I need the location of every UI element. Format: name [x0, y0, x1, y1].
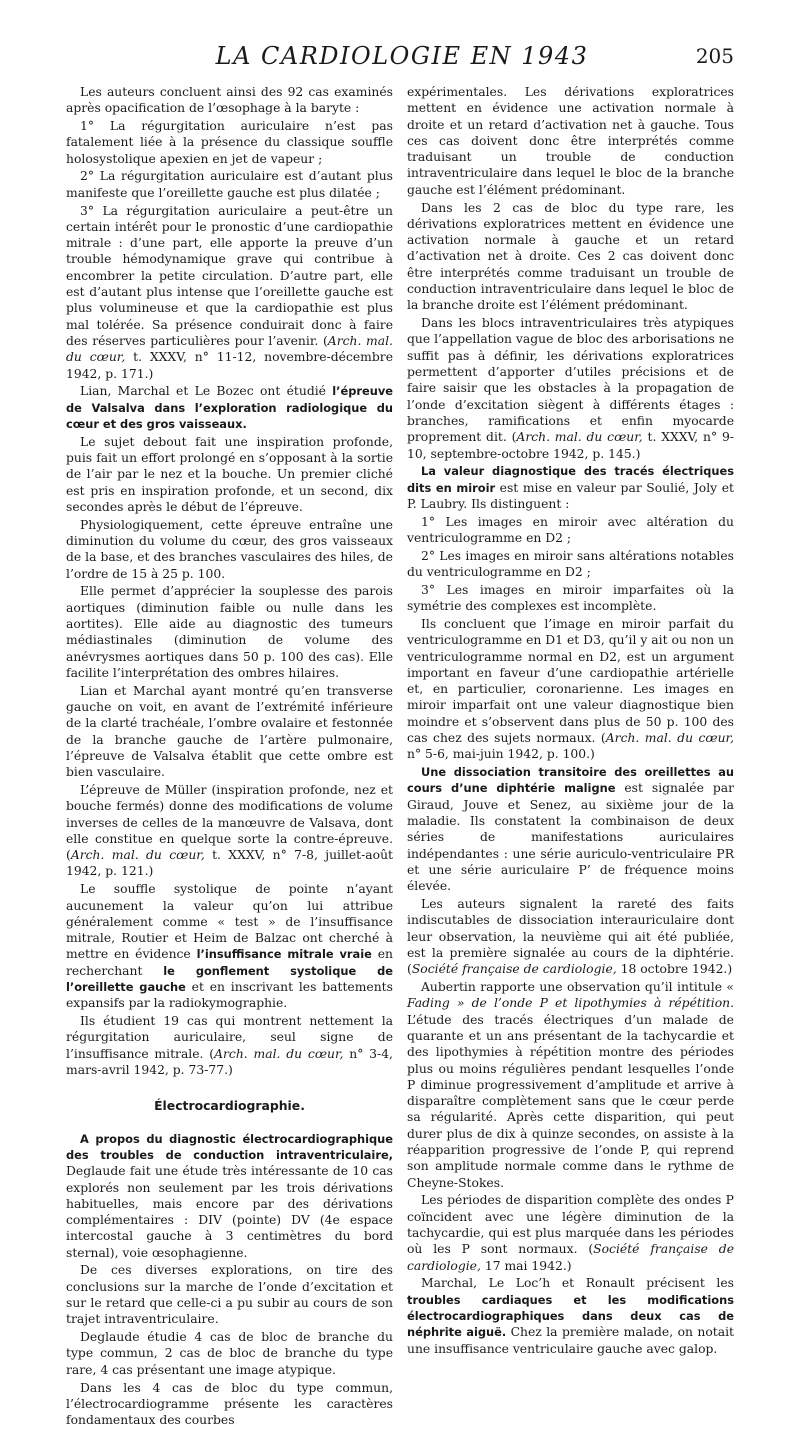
journal-reference: Arch. mal. du cœur,	[66, 333, 393, 365]
running-title: LA CARDIOLOGIE EN 1943	[215, 42, 589, 70]
page-header	[70, 40, 734, 74]
paragraph: Deglaude étudie 4 cas de bloc de branche du type commun, 2 cas de bloc de branche du type rare, 4 cas présentant une image atypique.	[66, 1330, 393, 1377]
bold-topic: l’épreuve de Valsalva dans l’exploration radiologique du cœur et des gros vaisseaux.	[66, 384, 393, 431]
paragraph: Aubertin rapporte une observation qu’il intitule « Fading » de l’onde P et lipothymies à répétition. L’étude des tracés électriques d’un malade de quarante et un ans présentant de la tachycardie et des lipothymies à répétition montre des périodes plus ou moins régulières pendant lesquelles l’onde P diminue progressivement d’amplitude et arrive à disparaître complètement sans que le cœur perde sa régularité. Après cette disparition, qui peut durer plus de dix à quinze secondes, on assiste à la réapparition progressive de l’onde P, qui reprend son amplitude normale comme dans le rythme de Cheyne-Stokes.	[407, 980, 734, 1190]
paragraph: 1° La régurgitation auriculaire n’est pas fatalement liée à la présence du classique souffle holosystolique apexien en jet de vapeur ;	[66, 119, 393, 166]
paragraph: A propos du diagnostic électrocardiographique des troubles de conduction intraventriculaire, Deglaude fait une étude très intéressante de 10 cas explorés non seulement par les trois dérivations habituelles, mais encore par des dérivations complémentaires : DIV (pointe) DV (4e espace intercostal gauche à 3 centimètres du bord sternal), voie œsophagienne.	[66, 1131, 393, 1260]
bold-topic: A propos du diagnostic électrocardiographique des troubles de conduction intraventriculaire,	[66, 1131, 393, 1162]
paragraph: L’épreuve de Müller (inspiration profonde, nez et bouche fermés) donne des modifications de volume inverses de celles de la manœuvre de Valsava, dont elle constitue en quelque sorte la contre-épreuve. (Arch. mal. du cœur, t. XXXV, n° 7-8, juillet-août 1942, p. 121.)	[66, 782, 393, 879]
paragraph: Ils concluent que l’image en miroir parfait du ventriculogramme en D1 et D3, qu’il y ait ou non un ventriculogramme normal en D2, est un argument important en faveur d’une cardiopathie artérielle et, en particulier, coronarienne. Les images en miroir imparfait ont une valeur diagnostique bien moindre et s’observent dans plus de 50 p. 100 des cas chez des sujets normaux. (Arch. mal. du cœur, n° 5-6, mai-juin 1942, p. 100.)	[407, 617, 734, 762]
paragraph: La valeur diagnostique des tracés électriques dits en miroir est mise en valeur par Soulié, Joly et P. Laubry. Ils distinguent :	[407, 464, 734, 511]
paragraph: Elle permet d’apprécier la souplesse des parois aortiques (diminution faible ou nulle dans les aortites). Elle aide au diagnostic des tumeurs médiastinales (diminution de volume des anévrysmes aortiques dans 50 p. 100 des cas). Elle facilite l’interprétation des ombres hilaires.	[66, 584, 393, 680]
left-column	[66, 84, 393, 1430]
bold-topic: troubles cardiaques et les modifications électrocardiographiques dans deux cas de néphrite aiguë.	[407, 1292, 734, 1340]
journal-reference: Arch. mal. du cœur,	[516, 430, 643, 445]
paragraph: Dans les 2 cas de bloc du type rare, les dérivations exploratrices mettent en évidence une activation normale à gauche et un retard d’activation net à droite. Ces 2 cas doivent donc être interprétés comme traduisant un trouble de conduction intraventriculaire dans lequel le bloc de la branche droite est l’élément prédominant.	[407, 200, 734, 313]
paragraph: expérimentales. Les dérivations exploratrices mettent en évidence une activation normale à droite et un retard d’activation net à gauche. Tous ces cas doivent donc être interprétés comme traduisant un trouble de conduction intraventriculaire dans lequel le bloc de la branche gauche est l’élément prédominant.	[407, 85, 734, 197]
bold-topic: Une dissociation transitoire des oreillettes au cours d’une diphtérie maligne	[407, 765, 734, 796]
journal-reference: Arch. mal. du cœur,	[70, 848, 205, 863]
paragraph: Dans les blocs intraventriculaires très atypiques que l’appellation vague de bloc des arborisations ne suffit pas à définir, les dérivations exploratrices permettent d’apporter d’utiles précisions et de faire saisir que les obstacles à la propagation de l’onde d’excitation siègent à différents étages : branches, ramifications et enfin myocarde proprement dit. (Arch. mal. du cœur, t. XXXV, n° 9-10, septembre-octobre 1942, p. 145.)	[407, 316, 734, 461]
journal-reference: Société française de cardiologie,	[411, 962, 617, 977]
bold-topic: La valeur diagnostique des tracés électriques dits en miroir	[407, 464, 734, 495]
paragraph: Dans les 4 cas de bloc du type commun, l’électrocardiogramme présente les caractères fondamentaux des courbes	[66, 1380, 393, 1428]
right-column	[407, 84, 734, 1358]
paragraph: Les périodes de disparition complète des ondes P coïncident avec une légère diminution de la tachycardie, qui est plus marquée dans les périodes où les P sont normaux. (Société française de cardiologie, 17 mai 1942.)	[407, 1193, 734, 1273]
journal-reference: Société française de cardiologie,	[407, 1242, 734, 1273]
paragraph: 2° Les images en miroir sans altérations notables du ventriculogramme en D2 ;	[407, 548, 734, 580]
paragraph: 2° La régurgitation auriculaire est d’autant plus manifeste que l’oreillette gauche est plus dilatée ;	[66, 169, 393, 200]
paragraph: Marchal, Le Loc’h et Ronault précisent les troubles cardiaques et les modifications électrocardiographiques dans deux cas de néphrite aiguë. Chez la première malade, on notait une insuffisance ventriculaire gauche avec galop.	[407, 1276, 734, 1356]
paragraph: Ils étudient 19 cas qui montrent nettement la régurgitation auriculaire, seul signe de l’insuffisance mitrale. (Arch. mal. du cœur, n° 3-4, mars-avril 1942, p. 73-77.)	[66, 1014, 393, 1078]
paragraph: Une dissociation transitoire des oreillettes au cours d’une diphtérie maligne est signalée par Giraud, Jouve et Senez, au sixième jour de la maladie. Ils constatent la combinaison de deux séries de manifestations auriculaires indépendantes : une série auriculo-ventriculaire PR et une série auriculaire P’ de fréquence moins élevée.	[407, 765, 734, 894]
journal-reference: Arch. mal. du cœur,	[605, 731, 734, 746]
paragraph: Les auteurs signalent la rareté des faits indiscutables de dissociation interauriculaire dont leur observation, la neuvième qui ait été publiée, est la première signalée au cours de la diphtérie. (Société française de cardiologie, 18 octobre 1942.)	[407, 897, 734, 977]
paragraph: 3° Les images en miroir imparfaites où la symétrie des complexes est incomplète.	[407, 582, 734, 614]
bold-topic: l’insuffisance mitrale vraie	[196, 947, 372, 962]
page-number: 205	[695, 44, 734, 68]
paragraph: 1° Les images en miroir avec altération du ventriculogramme en D2 ;	[407, 514, 734, 546]
paragraph: Lian et Marchal ayant montré qu’en transverse gauche on voit, en avant de l’extrémité inférieure de la clarté trachéale, l’ombre ovalaire et festonnée de la branche gauche de l’artère pulmonaire, l’épreuve de Valsalva établit que cette ombre est bien vasculaire.	[66, 683, 393, 780]
paragraph: Lian, Marchal et Le Bozec ont étudié l’épreuve de Valsalva dans l’exploration radiologique du cœur et des gros vaisseaux.	[66, 384, 393, 431]
italic-title: Fading » de l’onde P et lipothymies à répétition.	[407, 996, 734, 1011]
journal-reference: Arch. mal. du cœur,	[214, 1046, 344, 1061]
paragraph: Physiologiquement, cette épreuve entraîne une diminution du volume du cœur, des gros vaisseaux de la base, et des branches vasculaires des hiles, de l’ordre de 15 à 25 p. 100.	[66, 517, 393, 581]
section-heading: Électrocardiographie.	[154, 1098, 305, 1114]
bold-topic: le gonflement systolique de l’oreillette gauche	[66, 963, 393, 995]
paragraph: De ces diverses explorations, on tire des conclusions sur la marche de l’onde d’excitation et sur le retard que celle-ci a pu subir au cours de son trajet intraventriculaire.	[66, 1263, 393, 1327]
paragraph: Le sujet debout fait une inspiration profonde, puis fait un effort prolongé en s’opposant à la sortie de l’air par le nez et la bouche. Un premier cliché est pris en inspiration profonde, et un second, dix secondes après le début de l’épreuve.	[66, 434, 393, 514]
paragraph: Les auteurs concluent ainsi des 92 cas examinés après opacification de l’œsophage à la baryte :	[66, 85, 393, 116]
paragraph: Le souffle systolique de pointe n’ayant aucunement la valeur qu’on lui attribue généralement comme « test » de l’insuffisance mitrale, Routier et Heim de Balzac ont cherché à mettre en évidence l’insuffisance mitrale vraie en recherchant le gonflement systolique de l’oreillette gauche et en inscrivant les battements expansifs par la radiokymographie.	[66, 882, 393, 1011]
paragraph: 3° La régurgitation auriculaire a peut-être un certain intérêt pour le pronostic d’une cardiopathie mitrale : d’une part, elle apporte la preuve d’un trouble hémodynamique grave qui contribue à encombrer la petite circulation. D’autre part, elle est d’autant plus intense que l’oreillette gauche est plus volumineuse et que la cardiopathie est plus mal tolérée. Sa présence conduirait donc à faire des réserves particulières pour l’avenir. (Arch. mal. du cœur, t. XXXV, n° 11-12, novembre-décembre 1942, p. 171.)	[66, 203, 393, 381]
